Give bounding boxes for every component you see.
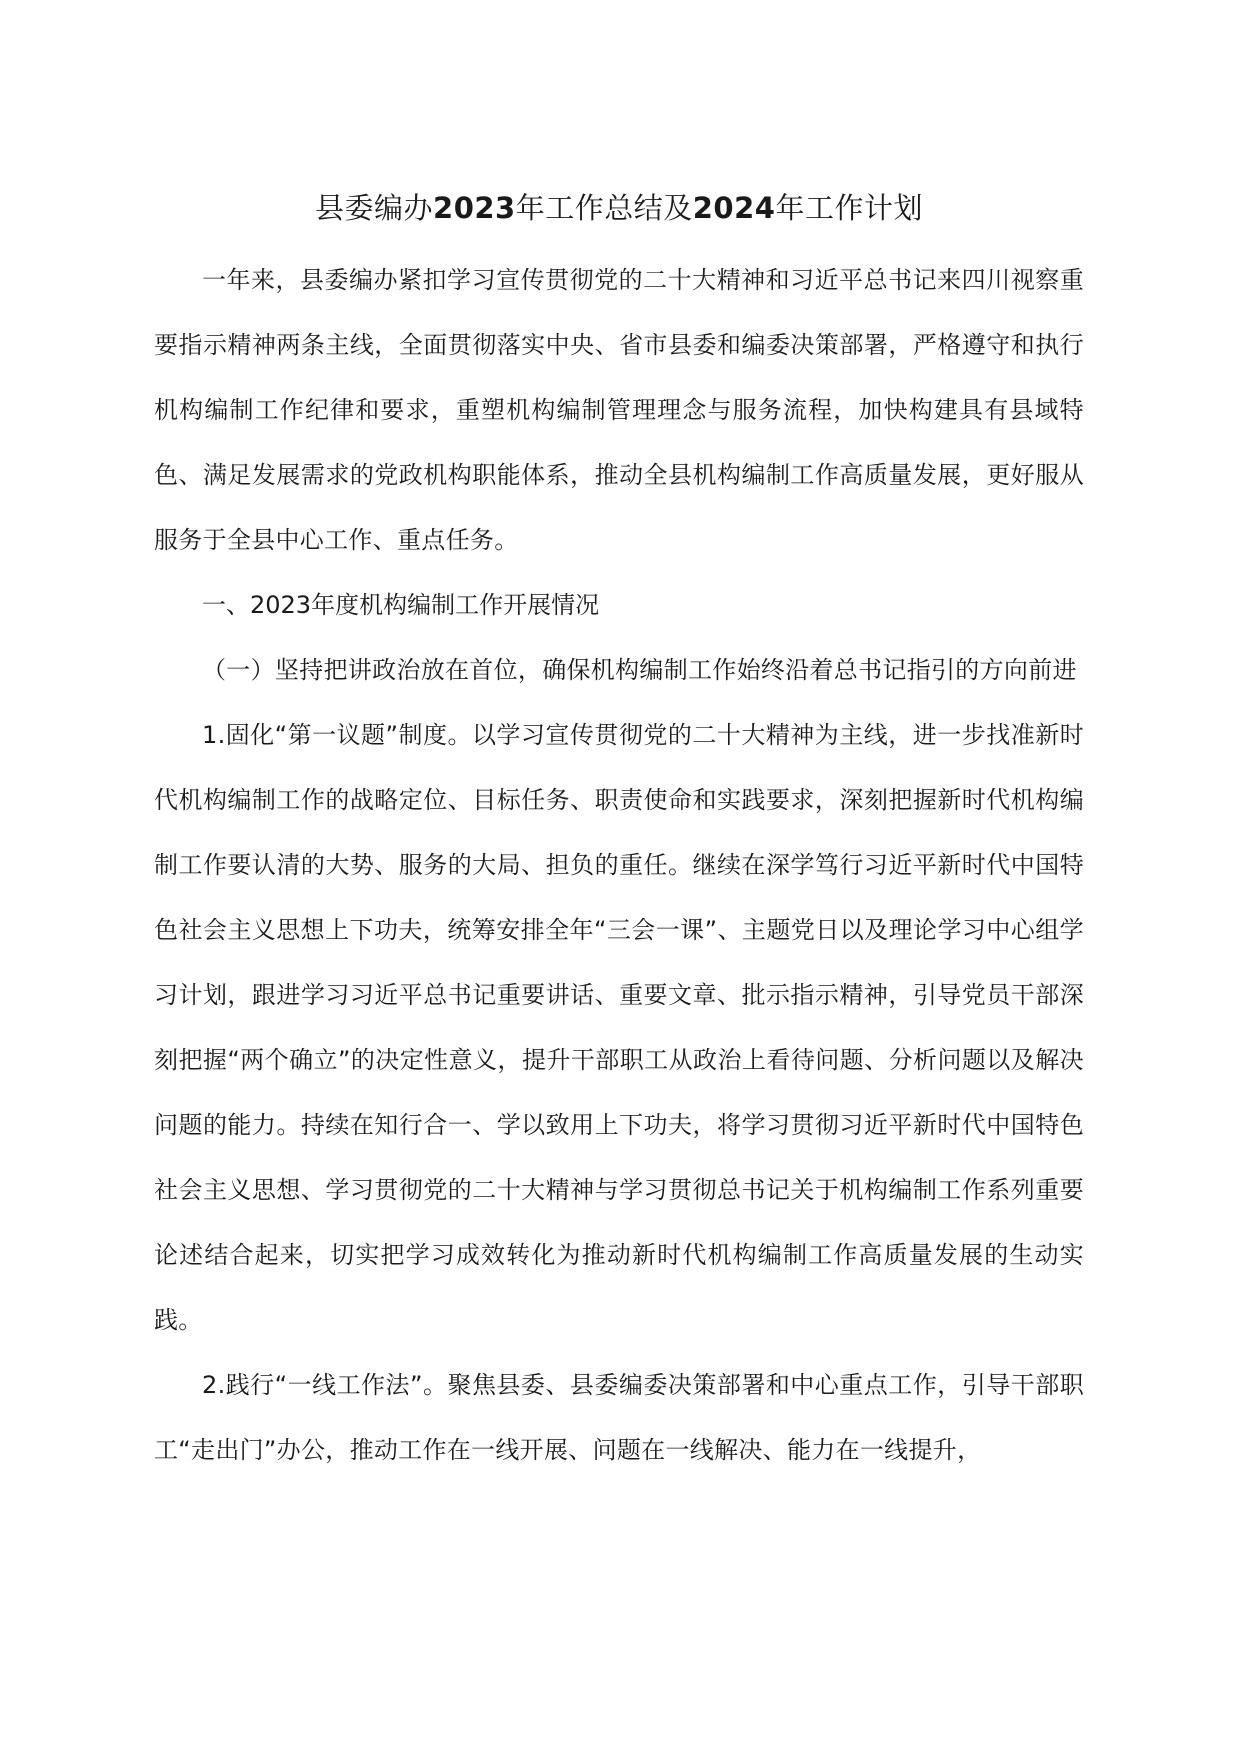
item-paragraph-1: 1.固化“第一议题”制度。以学习宣传贯彻党的二十大精神为主线，进一步找准新时代机构编制工作的战略定位、目标任务、职责使命和实践要求，深刻把握新时代机构编制工作要认清的大势、服务的大局、担负的重任。继续在深学笃行习近平新时代中国特色社会主义思想上下功夫，统筹安排全年“三会一课”、主题党日以及理论学习中心组学习计划，跟进学习习近平总书记重要讲话、重要文章、批示指示精神，引导党员干部深刻把握“两个确立”的决定性意义，提升干部职工从政治上看待问题、分析问题以及解决问题的能力。持续在知行合一、学以致用上下功夫，将学习贯彻习近平新时代中国特色社会主义思想、学习贯彻党的二十大精神与学习贯彻总书记关于机构编制工作系列重要论述结合起来，切实把学习成效转化为推动新时代机构编制工作高质量发展的生动实践。 — [154, 721, 1084, 1334]
subsection-heading-1: （一）坚持把讲政治放在首位，确保机构编制工作始终沿着总书记指引的方向前进 — [202, 656, 1077, 684]
document-page — [154, 188, 1084, 1483]
title-prefix: 县委编办 — [315, 191, 434, 225]
section-heading-1: 一、2023年度机构编制工作开展情况 — [202, 591, 600, 619]
title-year-2024: 2024 — [692, 191, 776, 225]
intro-paragraph: 一年来，县委编办紧扣学习宣传贯彻党的二十大精神和习近平总书记来四川视察重要指示精神两条主线，全面贯彻落实中央、省市县委和编委决策部署，严格遵守和执行机构编制工作纪律和要求，重塑机构编制管理理念与服务流程，加快构建具有县域特色、满足发展需求的党政机构职能体系，推动全县机构编制工作高质量发展，更好服从服务于全县中心工作、重点任务。 — [154, 266, 1084, 554]
title-mid: 年工作总结及 — [515, 191, 693, 225]
title-year-2023: 2023 — [433, 191, 516, 225]
item-paragraph-2: 2.践行“一线工作法”。聚焦县委、县委编委决策部署和中心重点工作，引导干部职工“走出门”办公，推动工作在一线开展、问题在一线解决、能力在一线提升， — [154, 1371, 1084, 1464]
document-title — [154, 188, 1084, 228]
title-suffix: 年工作计划 — [775, 191, 923, 225]
